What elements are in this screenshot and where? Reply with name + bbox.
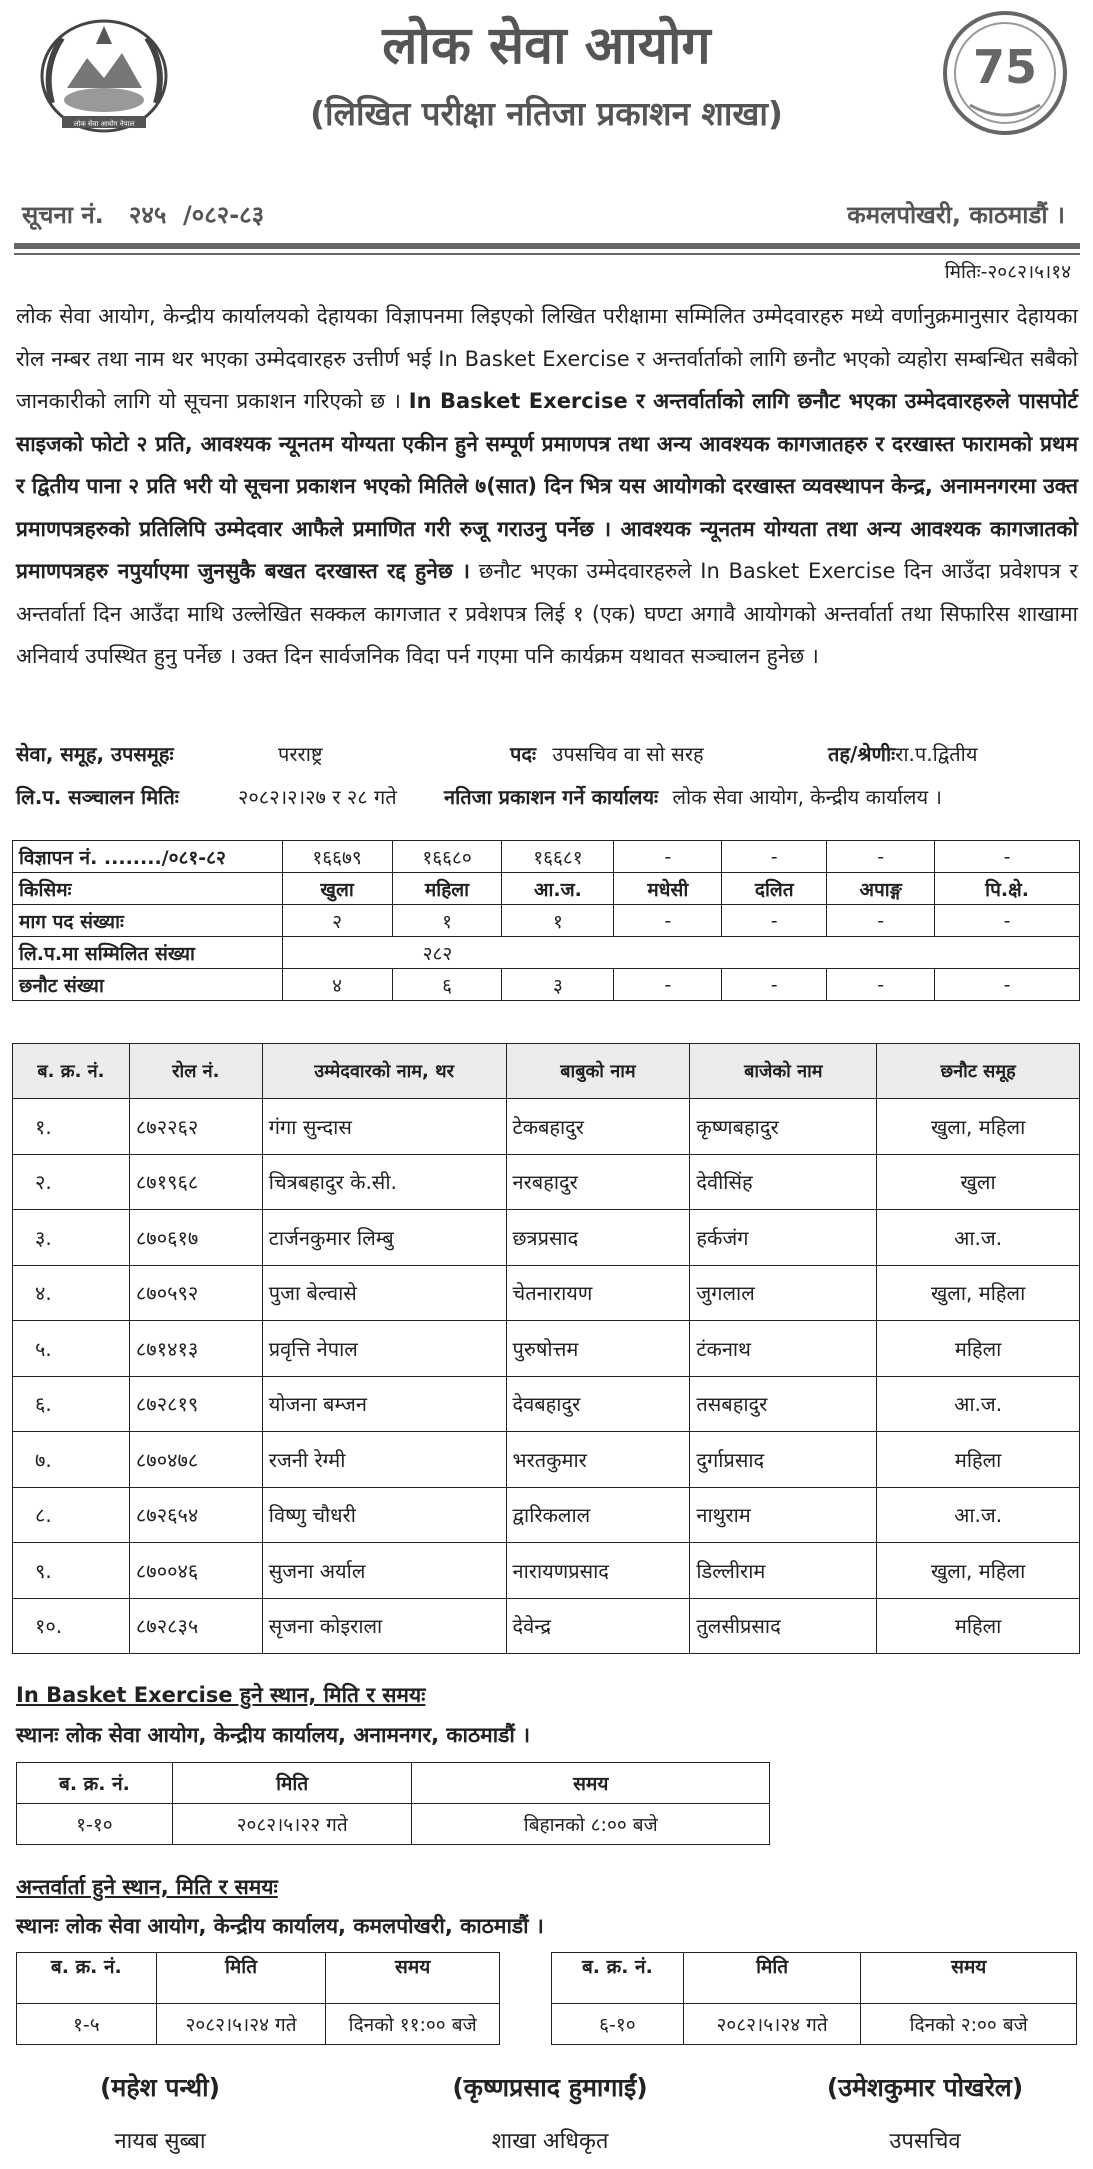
adv-number: -	[614, 841, 722, 873]
body-paragraph-3: छनौट भएका उम्मेदवारहरुले In Basket Exercise दिन आउँदा प्रवेशपत्र र अन्तर्वार्ता दिन आउँदा माथि उल्लेखित सक्कल कागजात र प्रवेशपत्र लिई १ (एक) घण्टा अगावै आयोगको अन्तर्वार्ता तथा सिफारिस शाखामा अनिवार्य उपस्थित हुनु पर्नेछ । उक्त दिन सार्वजनिक विदा पर्न गएमा पनि कार्यक्रम यथावत सञ्चालन हुनेछ ।	[16, 559, 1078, 668]
demand-cell: -	[722, 905, 827, 937]
interview-table-2	[551, 1952, 1077, 2045]
selected-cell: -	[827, 969, 935, 1001]
table-header-row	[552, 1953, 1077, 2004]
page-subtitle: (लिखित परीक्षा नतिजा प्रकाशन शाखा)	[309, 94, 784, 133]
cand-father: छत्रप्रसाद	[506, 1210, 690, 1266]
cand-roll: ८७०५९२	[129, 1265, 262, 1321]
cand-group: महिला	[877, 1321, 1080, 1377]
demand-cell: १	[392, 905, 502, 937]
kind-cell: खुला	[282, 873, 392, 905]
signature-name-1: (महेश पन्थी)	[99, 2073, 221, 2102]
header-roll: रोल नं.	[129, 1044, 262, 1099]
cand-serial: ५.	[13, 1321, 130, 1377]
level-label: तह/श्रेणीः	[828, 742, 896, 766]
table-row	[13, 1099, 1080, 1155]
adv-number: -	[935, 841, 1080, 873]
signature-name-3: (उमेशकुमार पोखरेल)	[826, 2073, 1024, 2102]
adv-number: १६६८१	[502, 841, 614, 873]
cand-group: खुला, महिला	[877, 1099, 1080, 1155]
basket-serial: १-१०	[17, 1804, 173, 1845]
service-label: सेवा, समूह, उपसमूहः	[16, 742, 174, 766]
cand-name: सृजना कोइराला	[262, 1598, 506, 1654]
header-date: मिति	[172, 1763, 412, 1804]
cand-grandfather: नाथुराम	[690, 1487, 877, 1543]
table-row	[13, 1265, 1080, 1321]
cand-grandfather: देवीसिंह	[690, 1154, 877, 1210]
cand-roll: ८७०६१७	[129, 1210, 262, 1266]
header-time: समय	[326, 1953, 500, 2004]
exam-date-label: लि.प. सञ्चालन मितिः	[16, 785, 179, 809]
cand-father: देवेन्द्र	[506, 1598, 690, 1654]
cand-serial: ३.	[13, 1210, 130, 1266]
participants-label: लि.प.मा सम्मिलित संख्या	[13, 937, 283, 969]
cand-name: चित्रबहादुर के.सी.	[262, 1154, 506, 1210]
interview-serial: ६-१०	[552, 2004, 684, 2045]
divider	[14, 243, 1080, 249]
service-info	[16, 740, 174, 767]
cand-name: विष्णु चौधरी	[262, 1487, 506, 1543]
cand-group: महिला	[877, 1432, 1080, 1488]
cand-group: आ.ज.	[877, 1376, 1080, 1432]
kind-cell: दलित	[722, 873, 827, 905]
demand-cell: -	[935, 905, 1080, 937]
table-row	[13, 1210, 1080, 1266]
divider	[14, 253, 1080, 255]
table-row	[552, 2004, 1077, 2045]
exam-date-value: २०८२।२।२७ र २८ गते	[238, 785, 397, 809]
interview-time: दिनको २:०० बजे	[861, 2004, 1077, 2045]
cand-father: नरबहादुर	[506, 1154, 690, 1210]
table-header-row	[17, 1953, 500, 2004]
kind-cell: महिला	[392, 873, 502, 905]
adv-number: १६६८०	[392, 841, 502, 873]
cand-name: प्रवृत्ति नेपाल	[262, 1321, 506, 1377]
cand-group: खुला	[877, 1154, 1080, 1210]
adv-number: -	[827, 841, 935, 873]
cand-roll: ८७१९६८	[129, 1154, 262, 1210]
level-info	[828, 740, 977, 767]
header-father: बाबुको नाम	[506, 1044, 690, 1099]
vacancy-table	[12, 840, 1080, 1001]
body-paragraph-1: लोक सेवा आयोग, केन्द्रीय कार्यालयको देहायका विज्ञापनमा लिइएको लिखित परीक्षामा सम्मिलित उम्मेदवारहरु मध्ये वर्णानुक्रमानुसार देहायका रोल नम्बर तथा नाम थर भएका उम्मेदवारहरु उत्तीर्ण भई In Basket Exercise र अन्तर्वार्ताको लागि छनौट भएको व्यहोरा सम्बन्धित सबैको जानकारीको लागि यो सूचना प्रकाशन गरिएको छ ।	[16, 304, 1078, 413]
post-value: उपसचिव वा सो सरह	[552, 742, 704, 766]
adv-number: १६६७९	[282, 841, 392, 873]
selected-cell: ३	[502, 969, 614, 1001]
selected-cell: ४	[282, 969, 392, 1001]
table-row	[13, 1321, 1080, 1377]
kind-cell: मधेसी	[614, 873, 722, 905]
cand-father: द्वारिकलाल	[506, 1487, 690, 1543]
notice-date: मितिः-२०८२।५।१४	[944, 261, 1071, 283]
cand-father: नारायणप्रसाद	[506, 1543, 690, 1599]
cand-serial: २.	[13, 1154, 130, 1210]
body-paragraph-bold: In Basket Exercise र अन्तर्वार्ताको लागि छनौट भएका उम्मेदवारहरुले पासपोर्ट साइजको फोटो २ प्रति, आवश्यक न्यूनतम योग्यता एकीन हुने सम्पूर्ण प्रमाणपत्र तथा अन्य आवश्यक कागजातहरु र दरखास्त फारामको प्रथम र द्वितीय पाना २ प्रति भरी यो सूचना प्रकाशन भएको मितिले ७(सात) दिन भित्र यस आयोगको दरखास्त व्यवस्थापन केन्द्र, अनामनगरमा उक्त प्रमाणपत्रहरुको प्रतिलिपि उम्मेदवार आफैले प्रमाणित गरी रुजू गराउनु पर्नेछ । आवश्यक न्यूनतम योग्यता तथा अन्य आवश्यक कागजातको प्रमाणपत्रहरु नपुर्याएमा जुनसुकै बखत दरखास्त रद्द हुनेछ ।	[16, 389, 1078, 583]
cand-roll: ८७२८३५	[129, 1598, 262, 1654]
table-row	[13, 1543, 1080, 1599]
cand-roll: ८७२२६२	[129, 1099, 262, 1155]
post-label: पदः	[510, 742, 537, 766]
cand-grandfather: तसबहादुर	[690, 1376, 877, 1432]
signature-role-2: शाखा अधिकृत	[491, 2129, 609, 2154]
demand-cell: -	[827, 905, 935, 937]
header-serial: ब. क्र. नं.	[552, 1953, 684, 2004]
selected-label: छनौट संख्या	[13, 969, 283, 1001]
header-time: समय	[412, 1763, 770, 1804]
cand-name: योजना बम्जन	[262, 1376, 506, 1432]
basket-table	[16, 1762, 770, 1845]
demand-cell: -	[614, 905, 722, 937]
basket-venue: स्थानः लोक सेवा आयोग, केन्द्रीय कार्यालय, अनामनगर, काठमाडौं ।	[16, 1723, 531, 1747]
cand-serial: ७.	[13, 1432, 130, 1488]
table-row	[13, 1376, 1080, 1432]
office-label: नतिजा प्रकाशन गर्ने कार्यालयः	[444, 785, 659, 809]
kind-cell: अपाङ्ग	[827, 873, 935, 905]
cand-group: आ.ज.	[877, 1487, 1080, 1543]
cand-name: टार्जनकुमार लिम्बु	[262, 1210, 506, 1266]
cand-roll: ८७००४६	[129, 1543, 262, 1599]
cand-serial: ४.	[13, 1265, 130, 1321]
interview-time: दिनको ११:०० बजे	[326, 2004, 500, 2045]
demand-cell: १	[502, 905, 614, 937]
cand-father: टेकबहादुर	[506, 1099, 690, 1155]
selected-cell: -	[722, 969, 827, 1001]
notice-body	[16, 295, 1078, 678]
cand-grandfather: डिल्लीराम	[690, 1543, 877, 1599]
header-time: समय	[861, 1953, 1077, 2004]
table-header-row	[13, 1044, 1080, 1099]
kind-cell: आ.ज.	[502, 873, 614, 905]
office-location: कमलपोखरी, काठमाडौं ।	[847, 201, 1065, 229]
table-row	[13, 1487, 1080, 1543]
selected-cell: ६	[392, 969, 502, 1001]
cand-group: खुला, महिला	[877, 1265, 1080, 1321]
cand-father: देवबहादुर	[506, 1376, 690, 1432]
cand-group: महिला	[877, 1598, 1080, 1654]
cand-grandfather: तुलसीप्रसाद	[690, 1598, 877, 1654]
signature-role-1: नायब सुब्बा	[114, 2129, 206, 2154]
interview-venue: स्थानः लोक सेवा आयोग, केन्द्रीय कार्यालय, कमलपोखरी, काठमाडौं ।	[16, 1914, 544, 1938]
cand-name: गंगा सुन्दास	[262, 1099, 506, 1155]
table-row	[13, 1432, 1080, 1488]
header-name: उम्मेदवारको नाम, थर	[262, 1044, 506, 1099]
interview-date: २०८२।५।२४ गते	[683, 2004, 861, 2045]
kind-label: किसिमः	[13, 873, 283, 905]
svg-text:लोक सेवा आयोग नेपाल: लोक सेवा आयोग नेपाल	[73, 120, 135, 128]
adv-label: विज्ञापन नं. ......../०८१-८२	[13, 841, 283, 873]
table-row	[13, 841, 1080, 873]
adv-number: -	[722, 841, 827, 873]
exam-date-info	[16, 783, 179, 810]
cand-name: सुजना अर्याल	[262, 1543, 506, 1599]
header-serial: ब. क्र. नं.	[13, 1044, 130, 1099]
cand-father: चेतनारायण	[506, 1265, 690, 1321]
level-value: रा.प.द्वितीय	[895, 742, 978, 766]
cand-roll: ८७२६५४	[129, 1487, 262, 1543]
cand-grandfather: कृष्णबहादुर	[690, 1099, 877, 1155]
table-row	[17, 1804, 770, 1845]
header-group: छनौट समूह	[877, 1044, 1080, 1099]
page-title: लोक सेवा आयोग	[382, 16, 711, 76]
signature-role-3: उपसचिव	[889, 2129, 961, 2154]
cand-roll: ८७१४१३	[129, 1321, 262, 1377]
cand-serial: १.	[13, 1099, 130, 1155]
office-info	[444, 783, 942, 810]
cand-serial: ६.	[13, 1376, 130, 1432]
table-row	[13, 1154, 1080, 1210]
office-value: लोक सेवा आयोग, केन्द्रीय कार्यालय ।	[672, 785, 942, 809]
cand-grandfather: जुगलाल	[690, 1265, 877, 1321]
kind-cell: पि.क्षे.	[935, 873, 1080, 905]
cand-name: पुजा बेल्वासे	[262, 1265, 506, 1321]
notice-number: सूचना नं. २४५ /०८२-८३	[22, 201, 265, 229]
table-row	[17, 2004, 500, 2045]
table-row	[13, 1598, 1080, 1654]
basket-date: २०८२।५।२२ गते	[172, 1804, 412, 1845]
basket-heading: In Basket Exercise हुने स्थान, मिति र समयः	[16, 1683, 426, 1707]
post-info	[510, 740, 704, 767]
selected-cell: -	[614, 969, 722, 1001]
demand-label: माग पद संख्याः	[13, 905, 283, 937]
interview-date: २०८२।५।२४ गते	[156, 2004, 326, 2045]
cand-group: खुला, महिला	[877, 1543, 1080, 1599]
cand-grandfather: हर्कजंग	[690, 1210, 877, 1266]
cand-grandfather: दुर्गाप्रसाद	[690, 1432, 877, 1488]
table-row	[13, 873, 1080, 905]
demand-cell: २	[282, 905, 392, 937]
cand-father: पुरुषोत्तम	[506, 1321, 690, 1377]
table-row	[13, 937, 1080, 969]
selected-cell: -	[935, 969, 1080, 1001]
cand-father: भरतकुमार	[506, 1432, 690, 1488]
interview-heading: अन्तर्वार्ता हुने स्थान, मिति र समयः	[16, 1875, 278, 1899]
header-serial: ब. क्र. नं.	[17, 1763, 173, 1804]
table-row	[13, 969, 1080, 1001]
cand-serial: १०.	[13, 1598, 130, 1654]
cand-serial: ९.	[13, 1543, 130, 1599]
cand-name: रजनी रेग्मी	[262, 1432, 506, 1488]
cand-roll: ८७२८१९	[129, 1376, 262, 1432]
cand-serial: ८.	[13, 1487, 130, 1543]
header-grandfather: बाजेको नाम	[690, 1044, 877, 1099]
candidate-table	[12, 1043, 1080, 1654]
interview-serial: १-५	[17, 2004, 157, 2045]
table-header-row	[17, 1763, 770, 1804]
service-value: परराष्ट्र	[278, 742, 323, 766]
basket-time: बिहानको ८:०० बजे	[412, 1804, 770, 1845]
header-date: मिति	[683, 1953, 861, 2004]
cand-roll: ८७०४७८	[129, 1432, 262, 1488]
table-row	[13, 905, 1080, 937]
header-date: मिति	[156, 1953, 326, 2004]
participants-count: २८२	[282, 937, 1079, 969]
interview-table-1	[16, 1952, 500, 2045]
svg-text:75: 75	[972, 40, 1038, 94]
cand-group: आ.ज.	[877, 1210, 1080, 1266]
cand-grandfather: टंकनाथ	[690, 1321, 877, 1377]
header-serial: ब. क्र. नं.	[17, 1953, 157, 2004]
signature-name-2: (कृष्णप्रसाद हुमागाईं)	[452, 2073, 648, 2102]
